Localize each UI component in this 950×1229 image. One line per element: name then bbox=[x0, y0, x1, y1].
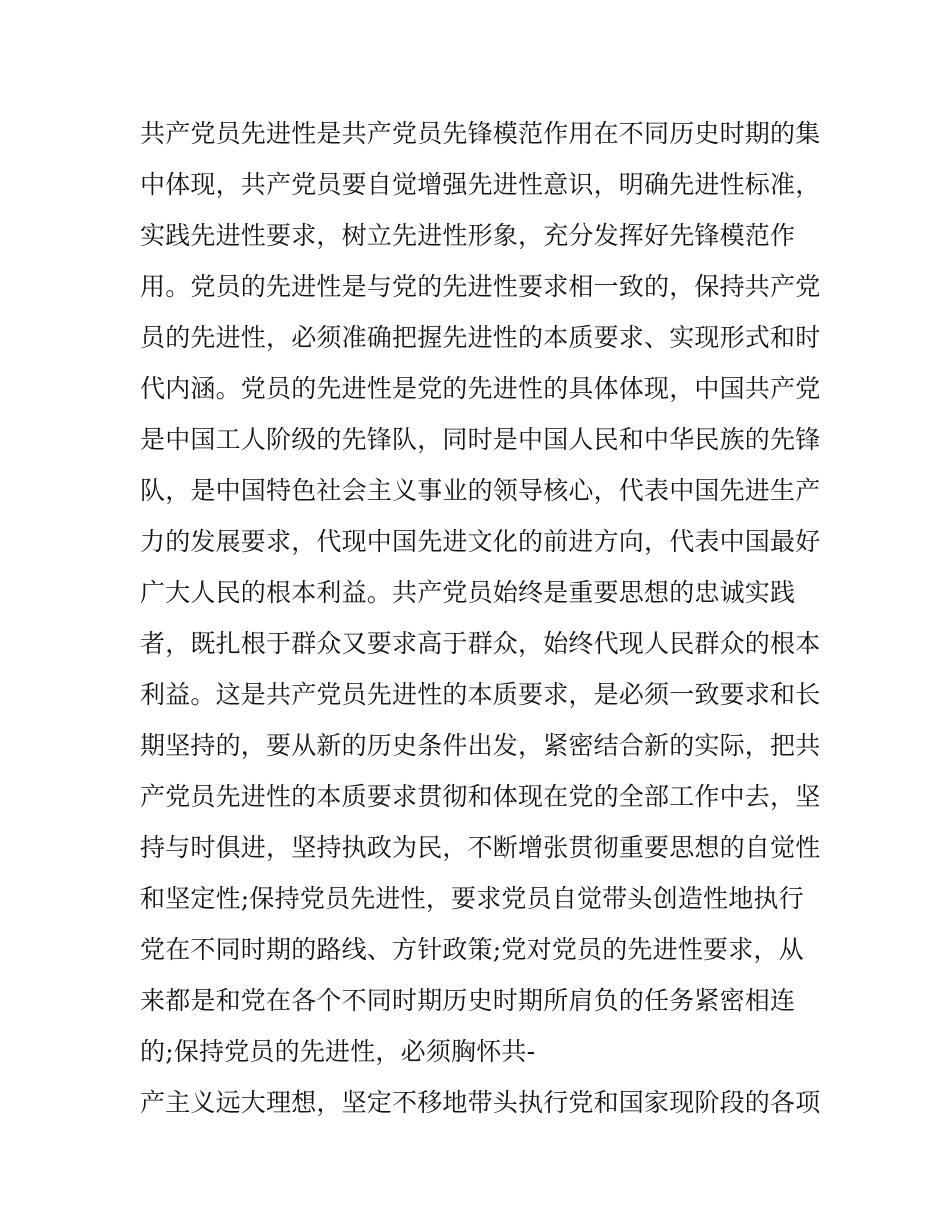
text-line: 用。党员的先进性是与党的先进性要求相一致的，保持共产党 bbox=[140, 272, 821, 301]
text-line: 实践先进性要求，树立先进性形象，充分发挥好先锋模范作 bbox=[140, 221, 796, 250]
body-text bbox=[140, 108, 820, 1128]
text-line: 员的先进性，必须准确把握先进性的本质要求、实现形式和时 bbox=[140, 323, 821, 352]
text-line: 党在不同时期的路线、方针政策;党对党员的先进性要求，从 bbox=[140, 935, 804, 964]
text-line: 产主义远大理想，坚定不移地带头执行党和国家现阶段的各项 bbox=[140, 1088, 821, 1117]
text-line: 中体现，共产党员要自觉增强先进性意识，明确先进性标准， bbox=[140, 170, 821, 199]
text-line: 力的发展要求，代现中国先进文化的前进方向，代表中国最好 bbox=[140, 527, 821, 556]
text-line: 共产党员先进性是共产党员先锋模范作用在不同历史时期的集 bbox=[140, 119, 821, 148]
text-line: 的;保持党员的先进性，必须胸怀共- bbox=[140, 1037, 536, 1066]
text-line: 和坚定性;保持党员先进性，要求党员自觉带头创造性地执行 bbox=[140, 884, 804, 913]
text-line: 者，既扎根于群众又要求高于群众，始终代现人民群众的根本 bbox=[140, 629, 821, 658]
text-line: 来都是和党在各个不同时期历史时期所肩负的任务紧密相连 bbox=[140, 986, 796, 1015]
text-line: 产党员先进性的本质要求贯彻和体现在党的全部工作中去，坚 bbox=[140, 782, 821, 811]
text-line: 广大人民的根本利益。共产党员始终是重要思想的忠诚实践 bbox=[140, 578, 796, 607]
text-line: 期坚持的，要从新的历史条件出发，紧密结合新的实际，把共 bbox=[140, 731, 821, 760]
text-line: 是中国工人阶级的先锋队，同时是中国人民和中华民族的先锋 bbox=[140, 425, 821, 454]
text-line: 持与时俱进，坚持执政为民，不断增张贯彻重要思想的自觉性 bbox=[140, 833, 821, 862]
text-line: 利益。这是共产党员先进性的本质要求，是必须一致要求和长 bbox=[140, 680, 821, 709]
text-line: 队，是中国特色社会主义事业的领导核心，代表中国先进生产 bbox=[140, 476, 821, 505]
text-line: 代内涵。党员的先进性是党的先进性的具体体现，中国共产党 bbox=[140, 374, 821, 403]
